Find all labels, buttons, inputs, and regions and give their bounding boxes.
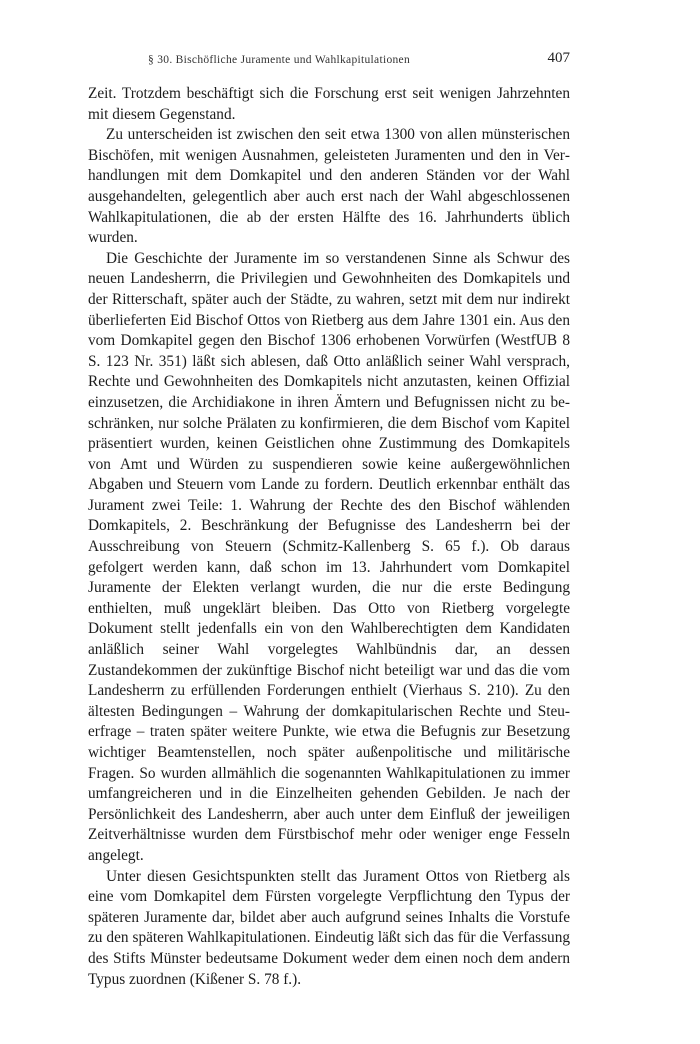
paragraph-continuation: Zeit. Trotzdem beschäftigt sich die Forschung erst seit wenigen Jahrzehnten mit diesem Gegenstand.: [88, 85, 570, 123]
paragraph-distinction: Zu unterscheiden ist zwischen den seit etwa 1300 von allen münsterischen Bischöfen, mit wenigen Ausnahmen, geleisteten Juramenten und den in Verhandlungen mit dem Domkapitel und den anderen Ständen vor der Wahl ausgehandelten, gelegentlich aber auch erst nach der Wahl abgeschlossenen Wahlkapitulationen, die ab der ersten Hälfte des 16. Jahrhunderts üblich wurden.: [88, 126, 570, 247]
body-text: [88, 84, 570, 990]
paragraph-conclusion: Unter diesen Gesichtspunkten stellt das Jurament Ottos von Rietberg als eine vom Domkapitel dem Fürsten vorgelegte Verpflichtung den Typus der späteren Juramente dar, bildet aber auch aufgrund seines Inhalts die Vorstufe zu den späteren Wahlkapitulationen. Eindeutig läßt sich das für die Verfassung des Stifts Münster bedeutsame Dokument weder dem einen noch dem andern Typus zuordnen (Kißener S. 78 f.).: [88, 867, 570, 988]
running-head: [88, 50, 570, 72]
paragraph-history-of-juramente: Die Geschichte der Juramente im so verstandenen Sinne als Schwur des neuen Landesherrn, die Privilegien und Gewohnheiten des Domkapitels und der Ritterschaft, später auch der Städte, zu wahren, setzt mit dem nur indirekt überlieferten Eid Bischof Ottos von Rietberg aus dem Jahre 1301 ein. Aus den vom Domkapitel gegen den Bischof 1306 erhobenen Vorwürfen (WestfUB 8 S. 123 Nr. 351) läßt sich ablesen, daß Otto anläßlich seiner Wahl versprach, Rechte und Gewohnheiten des Domkapitels nicht anzutasten, keinen Offizial einzusetzen, die Archidiakone in ihren Ämtern und Befugnissen nicht zu beschränken, nur solche Prälaten zu konfirmieren, die dem Bischof vom Kapitel präsentiert wurden, keinen Geistlichen ohne Zustimmung des Domkapitels von Amt und Würden zu suspendieren sowie keine außergewöhnlichen Abgaben und Steuern vom Lande zu fordern. Deutlich erkennbar enthält das Jurament zwei Teile: 1. Wahrung der Rechte des den Bischof wählenden Domkapitels, 2. Beschränkung der Befugnisse des Landesherrn bei der Ausschreibung von Steuern (Schmitz-Kallenberg S. 65 f.). Ob daraus gefolgert werden kann, daß schon im 13. Jahrhundert vom Domkapitel Juramente der Elekten verlangt wurden, die nur die erste Bedingung enthielten, muß ungeklärt bleiben. Das Otto von Rietberg vorgelegte Dokument stellt jedenfalls ein von den Wahlberechtigten dem Kandidaten anläßlich seiner Wahl vorgelegtes Wahlbündnis dar, an dessen Zustandekommen der zukünftige Bischof nicht beteiligt war und das die vom Landesherrn zu erfüllenden Forderungen enthielt (Vierhaus S. 210). Zu den ältesten Bedingungen – Wahrung der domkapitularischen Rechte und Steuerfrage – traten später weitere Punkte, wie etwa die Befugnis zur Besetzung wichtiger Beamtenstellen, noch später außenpolitische und militärische Fragen. So wurden allmählich die sogenannten Wahlkapitulationen zu immer umfangreicheren und in die Einzelheiten gehenden Gebilden. Je nach der Persönlichkeit des Landesherrn, aber auch unter dem Einfluß der jeweiligen Zeitverhältnisse wurden dem Fürstbischof mehr oder weniger enge Fesseln angelegt.: [88, 249, 570, 864]
page-number: 407: [547, 50, 570, 66]
running-title: § 30. Bischöfliche Juramente und Wahlkapitulationen: [148, 54, 410, 66]
